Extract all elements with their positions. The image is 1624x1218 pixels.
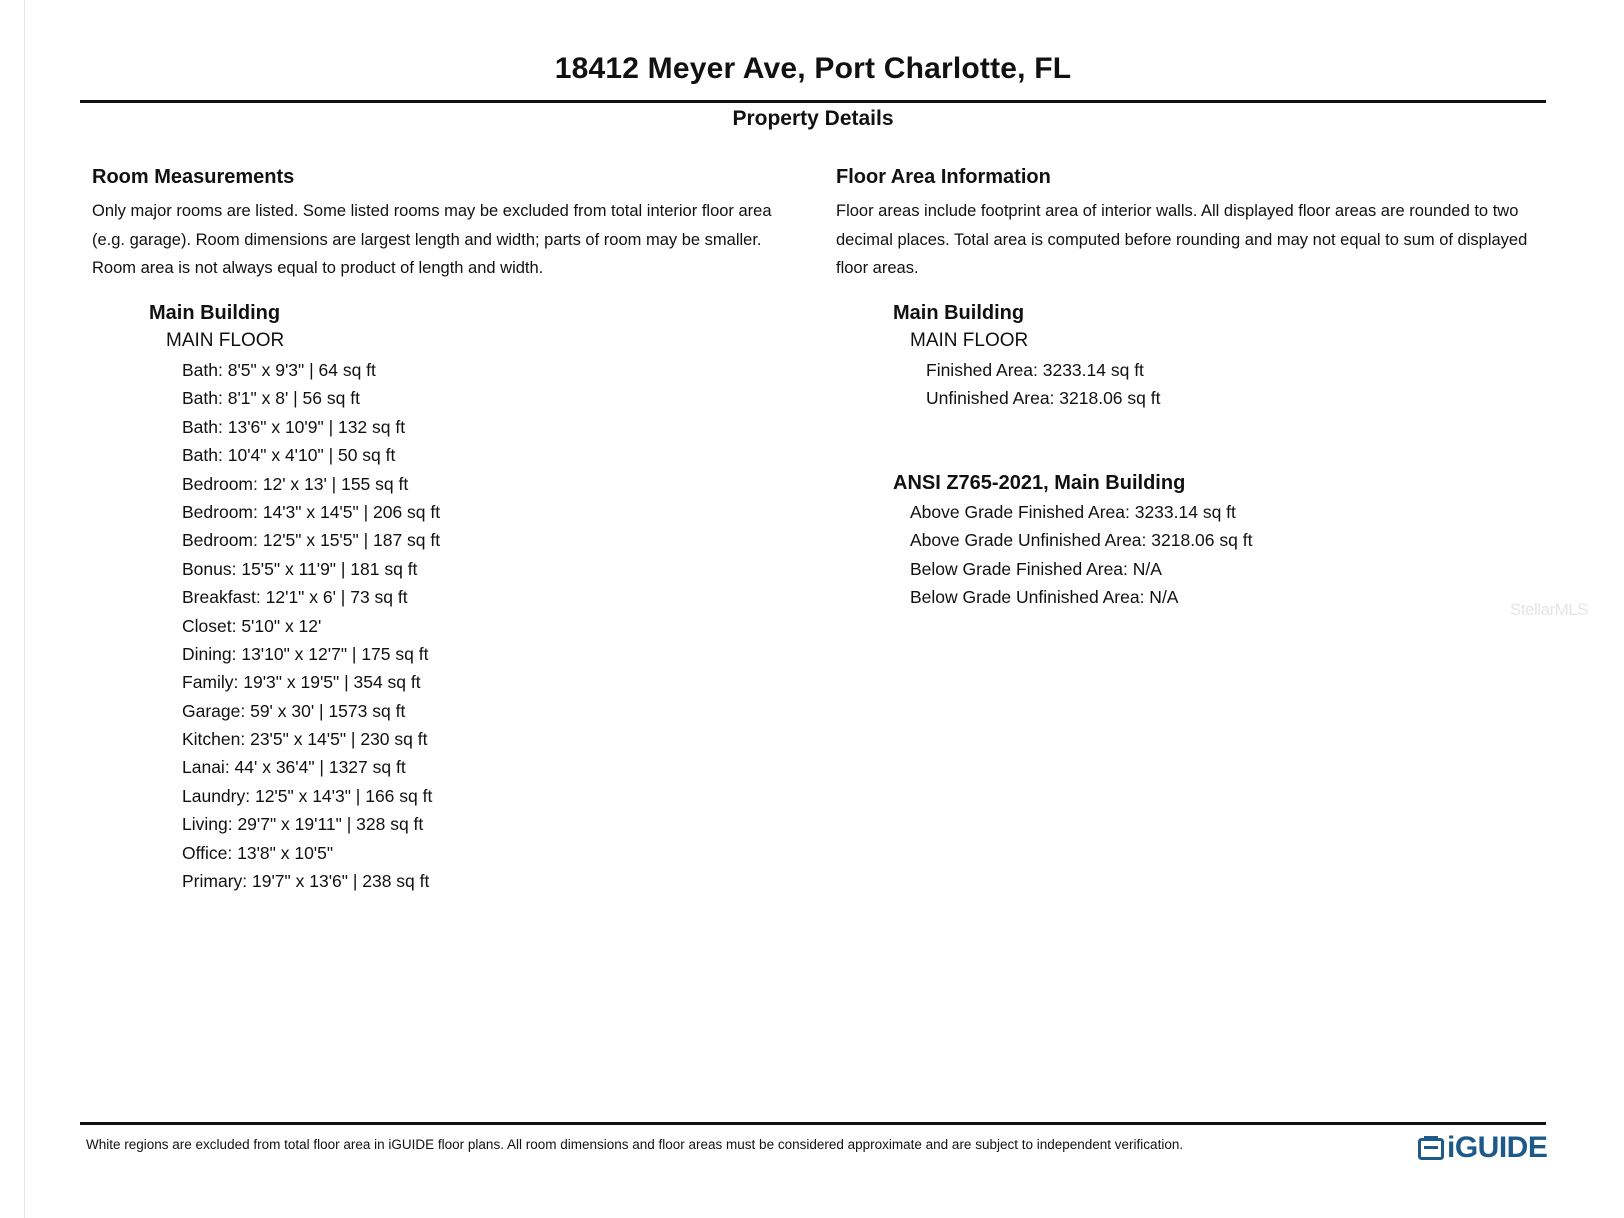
room-item: Bath: 8'1" x 8' | 56 sq ft [182,388,360,409]
room-floor-label: MAIN FLOOR [166,330,285,351]
floor-area-section [836,163,1566,608]
room-intro-line: Room area is not always equal to product of length and width. [92,259,544,277]
ansi-item: Below Grade Finished Area: N/A [910,558,1162,579]
room-item: Dining: 13'10" x 12'7" | 175 sq ft [182,643,429,664]
room-item: Kitchen: 23'5" x 14'5" | 230 sq ft [182,729,428,750]
iguide-logo [1418,1130,1547,1166]
room-measurements-intro [92,197,812,283]
room-intro-line: Only major rooms are listed. Some listed rooms may be excluded from total interior floor area [92,202,772,220]
ansi-item: Above Grade Finished Area: 3233.14 sq ft [910,502,1236,522]
room-building-heading: Main Building [149,302,281,324]
floor-floor-label: MAIN FLOOR [910,330,1029,351]
page-title: 18412 Meyer Ave, Port Charlotte, FL [554,52,1072,85]
room-item: Closet: 5'10" x 12' [182,615,322,636]
ansi-item: Above Grade Unfinished Area: 3218.06 sq ft [910,530,1253,551]
room-item: Bath: 13'6" x 10'9" | 132 sq ft [182,416,406,437]
floor-area-item: Unfinished Area: 3218.06 sq ft [926,388,1161,409]
room-item: Family: 19'3" x 19'5" | 354 sq ft [182,672,421,693]
floor-area-list [926,356,1160,413]
ansi-heading: ANSI Z765-2021, Main Building [893,472,1186,494]
room-intro-line: (e.g. garage). Room dimensions are largest length and width; parts of room may be smaller. [92,230,762,249]
room-item: Breakfast: 12'1" x 6' | 73 sq ft [182,587,408,608]
floor-intro-line: Floor areas include footprint area of interior walls. All displayed floor areas are rounded to two [836,202,1519,220]
room-item: Office: 13'8" x 10'5" [182,842,334,863]
floor-area-intro [836,197,1566,283]
iguide-camera-icon [1418,1135,1444,1161]
floor-intro-line: floor areas. [836,259,919,277]
iguide-logo-text: iGUIDE [1447,1131,1548,1164]
room-item: Bedroom: 12'5" x 15'5" | 187 sq ft [182,530,441,551]
room-item: Laundry: 12'5" x 14'3" | 166 sq ft [182,785,433,806]
room-measurements-heading: Room Measurements [92,166,295,188]
floor-area-heading: Floor Area Information [836,166,1051,188]
floor-building-heading: Main Building [893,302,1025,324]
room-item: Lanai: 44' x 36'4" | 1327 sq ft [182,757,406,778]
page-subtitle: Property Details [732,107,894,130]
footer-disclaimer: White regions are excluded from total floor area in iGUIDE floor plans. All room dimensions and floor areas must be considered approximate and are subject to independent verification. [86,1137,1184,1152]
room-item: Bath: 8'5" x 9'3" | 64 sq ft [182,360,376,380]
title-divider [80,100,1546,103]
room-item: Garage: 59' x 30' | 1573 sq ft [182,700,406,721]
floor-area-item: Finished Area: 3233.14 sq ft [926,360,1144,380]
room-item: Primary: 19'7" x 13'6" | 238 sq ft [182,871,430,892]
room-list [182,356,440,895]
room-item: Bedroom: 12' x 13' | 155 sq ft [182,473,409,494]
stellarmls-watermark: StellarMLS [1510,600,1589,619]
ansi-item: Below Grade Unfinished Area: N/A [910,587,1179,608]
floor-intro-line: decimal places. Total area is computed before rounding and may not equal to sum of displayed [836,230,1528,249]
room-item: Bath: 10'4" x 4'10" | 50 sq ft [182,445,396,466]
room-measurements-section [92,163,812,892]
footer-divider [80,1122,1546,1125]
room-item: Bedroom: 14'3" x 14'5" | 206 sq ft [182,501,441,522]
room-item: Bonus: 15'5" x 11'9" | 181 sq ft [182,558,418,579]
room-item: Living: 29'7" x 19'11" | 328 sq ft [182,814,424,835]
ansi-list [910,498,1252,612]
